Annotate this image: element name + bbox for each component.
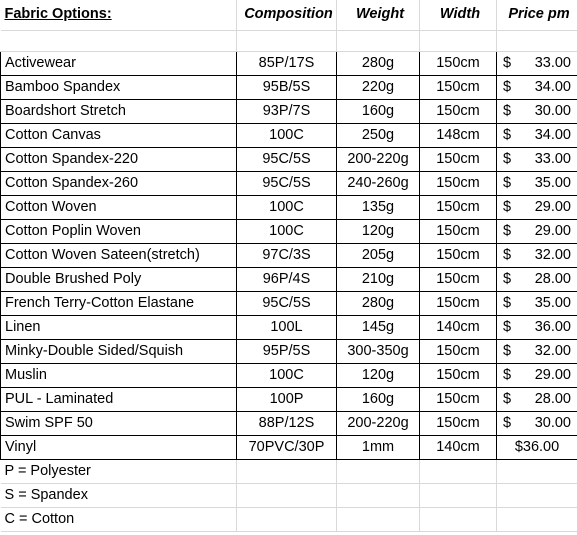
legend-row <box>1 507 577 531</box>
price-cell <box>497 243 577 267</box>
table-row <box>1 267 577 291</box>
table-row <box>1 99 577 123</box>
price-amount: 34.00 <box>534 78 571 95</box>
composition-value: 100P <box>237 387 337 411</box>
weight-value: 135g <box>337 195 420 219</box>
weight-value: 250g <box>337 123 420 147</box>
weight-value: 120g <box>337 219 420 243</box>
price-amount: 32.00 <box>534 246 571 263</box>
width-value: 150cm <box>420 147 497 171</box>
price-currency: $ <box>503 54 512 71</box>
price-currency: $ <box>503 414 512 431</box>
width-value: 150cm <box>420 171 497 195</box>
price-cell <box>497 411 577 435</box>
fabric-name: French Terry-Cotton Elastane <box>1 291 237 315</box>
weight-value: 160g <box>337 99 420 123</box>
table-title: Fabric Options: <box>1 0 237 30</box>
price-amount: 35.00 <box>534 174 571 191</box>
fabric-name: Swim SPF 50 <box>1 411 237 435</box>
price-amount: 34.00 <box>534 126 571 143</box>
weight-value: 120g <box>337 363 420 387</box>
price-cell <box>497 363 577 387</box>
weight-value: 240-260g <box>337 171 420 195</box>
width-value: 150cm <box>420 363 497 387</box>
price-currency: $ <box>503 342 512 359</box>
composition-value: 95C/5S <box>237 291 337 315</box>
weight-value: 210g <box>337 267 420 291</box>
fabric-name: PUL - Laminated <box>1 387 237 411</box>
empty-cell <box>497 30 577 51</box>
width-value: 150cm <box>420 387 497 411</box>
empty-cell <box>337 483 420 507</box>
empty-cell <box>420 30 497 51</box>
fabric-name: Cotton Canvas <box>1 123 237 147</box>
price-currency: $ <box>503 198 512 215</box>
fabric-name: Cotton Spandex-260 <box>1 171 237 195</box>
width-value: 150cm <box>420 195 497 219</box>
fabric-name: Cotton Woven <box>1 195 237 219</box>
price-amount: 29.00 <box>534 366 571 383</box>
fabric-name: Double Brushed Poly <box>1 267 237 291</box>
table-row <box>1 195 577 219</box>
table-row <box>1 123 577 147</box>
table-row <box>1 363 577 387</box>
composition-value: 93P/7S <box>237 99 337 123</box>
price-currency: $ <box>503 126 512 143</box>
width-value: 150cm <box>420 411 497 435</box>
fabric-table-body <box>1 0 577 531</box>
price-currency: $ <box>503 102 512 119</box>
width-value: 140cm <box>420 435 497 459</box>
composition-value: 100L <box>237 315 337 339</box>
width-value: 150cm <box>420 99 497 123</box>
weight-value: 1mm <box>337 435 420 459</box>
table-row <box>1 339 577 363</box>
price-currency: $ <box>503 318 512 335</box>
price-cell <box>497 147 577 171</box>
fabric-name: Cotton Woven Sateen(stretch) <box>1 243 237 267</box>
empty-cell <box>237 459 337 483</box>
fabric-name: Cotton Poplin Woven <box>1 219 237 243</box>
empty-cell <box>420 507 497 531</box>
table-row <box>1 51 577 75</box>
table-row <box>1 243 577 267</box>
empty-cell <box>1 30 237 51</box>
table-row <box>1 219 577 243</box>
header-row <box>1 0 577 30</box>
width-value: 150cm <box>420 291 497 315</box>
legend-item: C = Cotton <box>1 507 237 531</box>
price-cell <box>497 171 577 195</box>
weight-value: 300-350g <box>337 339 420 363</box>
fabric-name: Cotton Spandex-220 <box>1 147 237 171</box>
price-currency: $ <box>503 222 512 239</box>
composition-value: 95B/5S <box>237 75 337 99</box>
empty-cell <box>497 507 577 531</box>
table-row <box>1 75 577 99</box>
empty-cell <box>497 459 577 483</box>
price-amount: 33.00 <box>534 54 571 71</box>
weight-value: 200-220g <box>337 147 420 171</box>
width-value: 150cm <box>420 219 497 243</box>
composition-value: 96P/4S <box>237 267 337 291</box>
empty-cell <box>237 483 337 507</box>
table-row <box>1 315 577 339</box>
price-amount: 30.00 <box>534 414 571 431</box>
legend-row <box>1 483 577 507</box>
price-amount: 35.00 <box>534 294 571 311</box>
price-currency: $ <box>503 270 512 287</box>
composition-value: 88P/12S <box>237 411 337 435</box>
composition-value: 70PVC/30P <box>237 435 337 459</box>
price-cell <box>497 291 577 315</box>
price-currency: $ <box>503 246 512 263</box>
table-row <box>1 411 577 435</box>
price-amount: 33.00 <box>534 150 571 167</box>
composition-value: 85P/17S <box>237 51 337 75</box>
empty-cell <box>420 483 497 507</box>
price-cell: $36.00 <box>497 435 577 459</box>
column-header-composition: Composition <box>237 0 337 30</box>
weight-value: 205g <box>337 243 420 267</box>
fabric-name: Boardshort Stretch <box>1 99 237 123</box>
composition-value: 100C <box>237 219 337 243</box>
fabric-name: Bamboo Spandex <box>1 75 237 99</box>
fabric-name: Vinyl <box>1 435 237 459</box>
price-cell <box>497 219 577 243</box>
price-cell <box>497 123 577 147</box>
empty-cell <box>497 483 577 507</box>
price-cell <box>497 51 577 75</box>
legend-item: P = Polyester <box>1 459 237 483</box>
width-value: 140cm <box>420 315 497 339</box>
width-value: 150cm <box>420 339 497 363</box>
weight-value: 220g <box>337 75 420 99</box>
price-cell <box>497 315 577 339</box>
price-currency: $ <box>503 294 512 311</box>
price-cell <box>497 387 577 411</box>
composition-value: 97C/3S <box>237 243 337 267</box>
table-row <box>1 387 577 411</box>
width-value: 150cm <box>420 75 497 99</box>
width-value: 150cm <box>420 243 497 267</box>
legend-row <box>1 459 577 483</box>
price-amount: 28.00 <box>534 390 571 407</box>
width-value: 150cm <box>420 51 497 75</box>
composition-value: 95C/5S <box>237 147 337 171</box>
price-cell <box>497 339 577 363</box>
column-header-price: Price pm <box>497 0 577 30</box>
composition-value: 95C/5S <box>237 171 337 195</box>
composition-value: 100C <box>237 195 337 219</box>
empty-cell <box>337 507 420 531</box>
price-amount: 32.00 <box>534 342 571 359</box>
column-header-width: Width <box>420 0 497 30</box>
weight-value: 280g <box>337 291 420 315</box>
width-value: 150cm <box>420 267 497 291</box>
price-currency: $ <box>503 174 512 191</box>
price-cell <box>497 195 577 219</box>
empty-cell <box>237 30 337 51</box>
empty-cell <box>420 459 497 483</box>
price-cell <box>497 99 577 123</box>
fabric-name: Linen <box>1 315 237 339</box>
composition-value: 95P/5S <box>237 339 337 363</box>
table-row <box>1 147 577 171</box>
price-amount: 29.00 <box>534 198 571 215</box>
table-row <box>1 435 577 459</box>
spacer-row <box>1 30 577 51</box>
weight-value: 145g <box>337 315 420 339</box>
fabric-name: Activewear <box>1 51 237 75</box>
empty-cell <box>337 30 420 51</box>
price-cell <box>497 75 577 99</box>
price-cell <box>497 267 577 291</box>
table-row <box>1 171 577 195</box>
column-header-weight: Weight <box>337 0 420 30</box>
empty-cell <box>237 507 337 531</box>
price-currency: $ <box>503 78 512 95</box>
price-amount: 29.00 <box>534 222 571 239</box>
weight-value: 280g <box>337 51 420 75</box>
price-currency: $ <box>503 366 512 383</box>
weight-value: 200-220g <box>337 411 420 435</box>
width-value: 148cm <box>420 123 497 147</box>
price-amount: 30.00 <box>534 102 571 119</box>
fabric-name: Muslin <box>1 363 237 387</box>
empty-cell <box>337 459 420 483</box>
price-amount: 28.00 <box>534 270 571 287</box>
price-currency: $ <box>503 390 512 407</box>
composition-value: 100C <box>237 363 337 387</box>
table-row <box>1 291 577 315</box>
price-currency: $ <box>503 150 512 167</box>
fabric-name: Minky-Double Sided/Squish <box>1 339 237 363</box>
weight-value: 160g <box>337 387 420 411</box>
legend-item: S = Spandex <box>1 483 237 507</box>
price-amount: 36.00 <box>534 318 571 335</box>
composition-value: 100C <box>237 123 337 147</box>
